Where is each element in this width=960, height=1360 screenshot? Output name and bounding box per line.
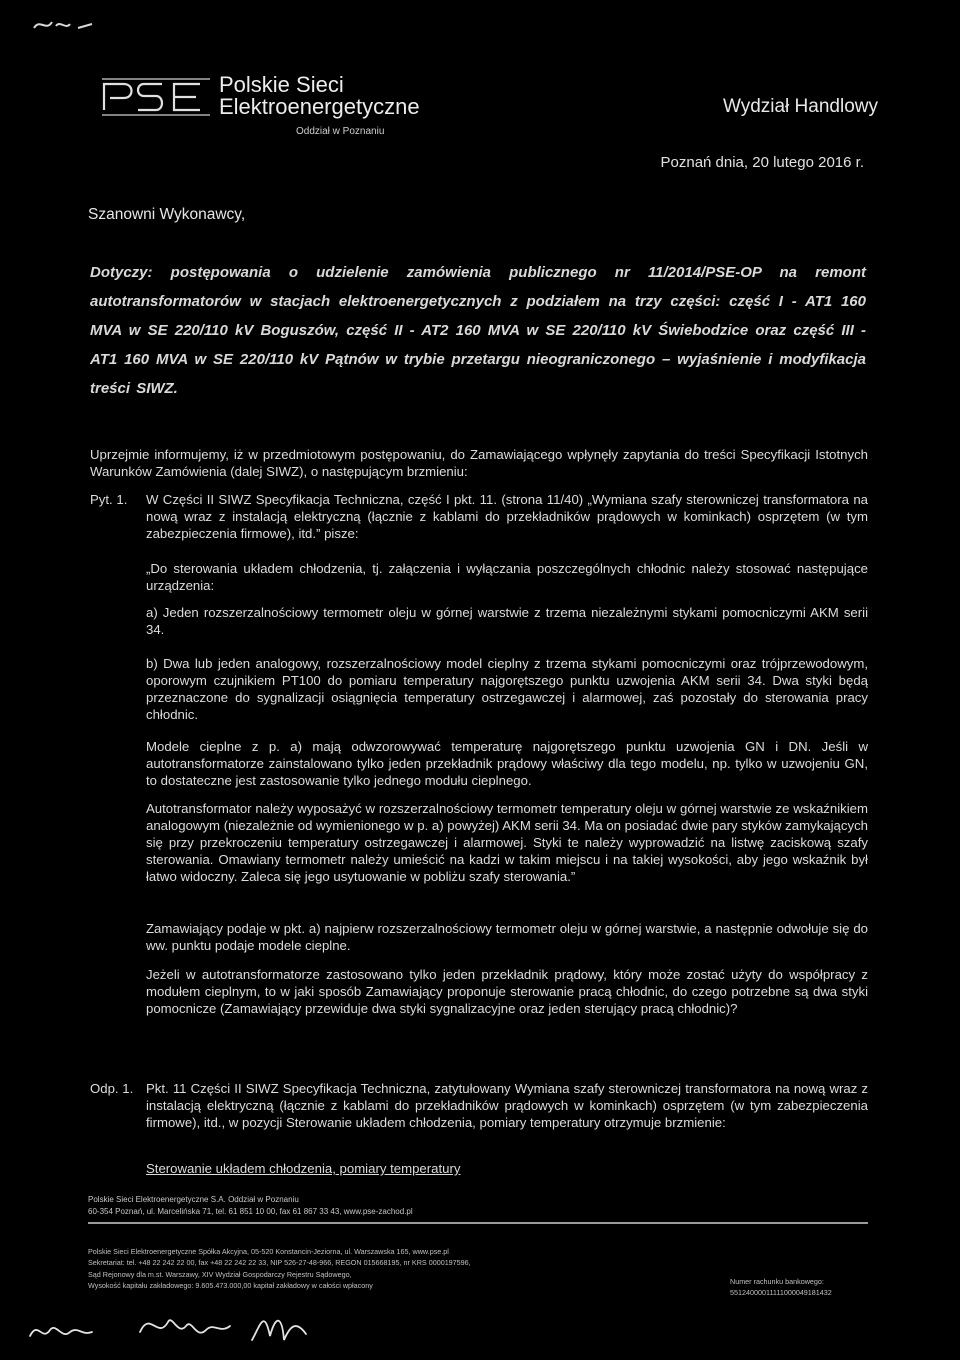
footer-legal [88, 1246, 648, 1292]
intro-paragraph: Uprzejmie informujemy, iż w przedmiotowym postępowaniu, do Zamawiającego wpłynęły zapytania do treści Specyfikacji Istotnych Warunków Zamówienia (dalej SIWZ), o następującym brzmieniu: [90, 447, 868, 479]
bank-account: 55124000011111000049181432 [730, 1288, 832, 1297]
company-name-line2: Elektroenergetyczne [219, 94, 420, 119]
quote-paragraph-a: a) Jeden rozszerzalnościowy termometr oleju w górnej warstwie z trzema niezależnymi stykami pomocniczymi AKM serii 34. [146, 605, 868, 637]
quote-paragraph-f: Jeżeli w autotransformatorze zastosowano tylko jeden przekładnik prądowy, który może zostać użyty do współpracy z modułem cieplnym, to w jaki sposób Zamawiający proponuje sterowanie pracą chłodnic, do czego potrzebne są dwa styki pomocnicze (Zamawiający przewiduje dwa styki sygnalizacyjne oraz jeden sterujący pracą chłodnic)? [146, 967, 868, 1016]
footer-address [88, 1194, 413, 1218]
answer-heading: Sterowanie układem chłodzenia, pomiary temperatury [146, 1161, 461, 1176]
answer-label: Odp. 1. [90, 1081, 134, 1096]
answer-text: Pkt. 11 Części II SIWZ Specyfikacja Techniczna, zatytułowany Wymiana szafy sterowniczej transformatora na nową wraz z instalacją elektryczną (łącznie z kablami do przekładników prądowych w kominkach) osprzętem (w tym zabezpieczenia firmowe), itd., w pozycji Sterowanie układem chłodzenia, pomiary temperatury otrzymuje brzmienie: [146, 1081, 868, 1130]
footer-bank [730, 1276, 832, 1298]
letter-date: Poznań dnia, 20 lutego 2016 r. [660, 154, 864, 171]
question-text: W Części II SIWZ Specyfikacja Techniczna, część I pkt. 11. (strona 11/40) „Wymiana szafy sterowniczej transformatora na nową wraz z instalacją elektryczną (łącznie z kablami do przekładników prądowych w kominkach) osprzętem (w tym zabezpieczenia firmowe), itd.” pisze: [146, 492, 868, 541]
quote-paragraph-c: Modele cieplne z p. a) mają odwzorowywać temperaturę najgorętszego punktu uzwojenia GN i DN. Jeśli w autotransformatorze zainstalowano tylko jeden przekładnik prądowy właściwy dla tego modelu, np. tylko w uzwojeniu GN, to dostateczne jest zastosowanie tylko jednego modułu cieplnego. [146, 739, 868, 788]
footer-legal-line3: Sąd Rejonowy dla m.st. Warszawy, XIV Wydział Gospodarczy Rejestru Sądowego, [88, 1269, 352, 1279]
company-name-line1: Polskie Sieci [219, 72, 344, 97]
question-label: Pyt. 1. [90, 492, 128, 507]
quote-paragraph-b: b) Dwa lub jeden analogowy, rozszerzalnościowy model cieplny z trzema stykami pomocniczymi oraz trójprzewodowym, oporowym czujnikiem PT100 do pomiaru temperatury najgorętszego punktu uzwojenia AKM serii 34. Dwa styki będą przeznaczone do sygnalizacji osiągnięcia temperatury ostrzegawczej i alarmowej, zaś pozostały do sterowania pracy chłodnic. [146, 656, 868, 722]
pse-logo-icon [100, 74, 212, 120]
quote-paragraph-d: Autotransformator należy wyposażyć w rozszerzalnościowy termometr temperatury oleju w górnej warstwie ze wskaźnikiem analogowym (niezależnie od wymienionego w p. a) powyżej) AKM serii 34. Ma on posiadać dwie pary styków zamykających się przy przekroczeniu temperatury ostrzegawczej i alarmowej. Styki te należy wyprowadzić na listwę zaciskową szafy sterowania. Omawiany termometr należy umieścić na kadzi w takim miejscu i na takiej wysokości, aby jego wskaźnik był łatwo widoczny. Zaleca się jego usytuowanie w pobliżu szafy sterowania.” [146, 801, 868, 884]
quote-paragraph-e: Zamawiający podaje w pkt. a) najpierw rozszerzalnościowy termometr oleju w górnej warstwie, a następnie odwołuje się do ww. punktu podaje modele cieplne. [146, 921, 868, 953]
bank-label: Numer rachunku bankowego: [730, 1277, 824, 1286]
quote-paragraph-1: „Do sterowania układem chłodzenia, tj. załączenia i wyłączania poszczególnych chłodnic należy stosować następujące urządzenia: [146, 561, 868, 593]
footer-divider [88, 1222, 868, 1224]
company-name [219, 74, 420, 118]
corner-scribble [30, 12, 110, 36]
branch-name: Oddział w Poznaniu [296, 126, 385, 137]
department-name: Wydział Handlowy [722, 96, 878, 117]
footer-legal-line4: Wysokość kapitału zakładowego: 9.605.473.000,00 kapitał zakładowy w całości wpłacony [88, 1281, 373, 1291]
footer-address-line2: 60-354 Poznań, ul. Marcelińska 71, tel. 61 851 10 00, fax 61 867 33 43, www.pse-zachod.pl [88, 1207, 413, 1216]
footer-legal-line1: Polskie Sieci Elektroenergetyczne Spółka Akcyjna, 05-520 Konstancin-Jeziorna, ul. Warszawska 165, www.pse.pl [88, 1247, 449, 1256]
subject-line: Dotyczy: postępowania o udzielenie zamówienia publicznego nr 11/2014/PSE-OP na remont autotransformatorów w stacjach elektroenergetycznych z podziałem na trzy części: część I - AT1 160 MVA w SE 220/110 kV Boguszów, część II - AT2 160 MVA w SE 220/110 kV Świebodzice oraz część III - AT1 160 MVA w SE 220/110 kV Pątnów w trybie przetargu nieograniczonego – wyjaśnienie i modyfikacja treści SIWZ. [90, 264, 866, 397]
footer-address-line1: Polskie Sieci Elektroenergetyczne S.A. Oddział w Poznaniu [88, 1195, 299, 1204]
salutation: Szanowni Wykonawcy, [88, 206, 246, 223]
handwritten-initials-signature [20, 1296, 320, 1350]
footer-legal-line2: Sekretariat: tel. +48 22 242 22 00, fax +48 22 242 22 33, NIP 526-27-48-966, REGON 015668195, nr KRS 0000197596, [88, 1258, 471, 1268]
